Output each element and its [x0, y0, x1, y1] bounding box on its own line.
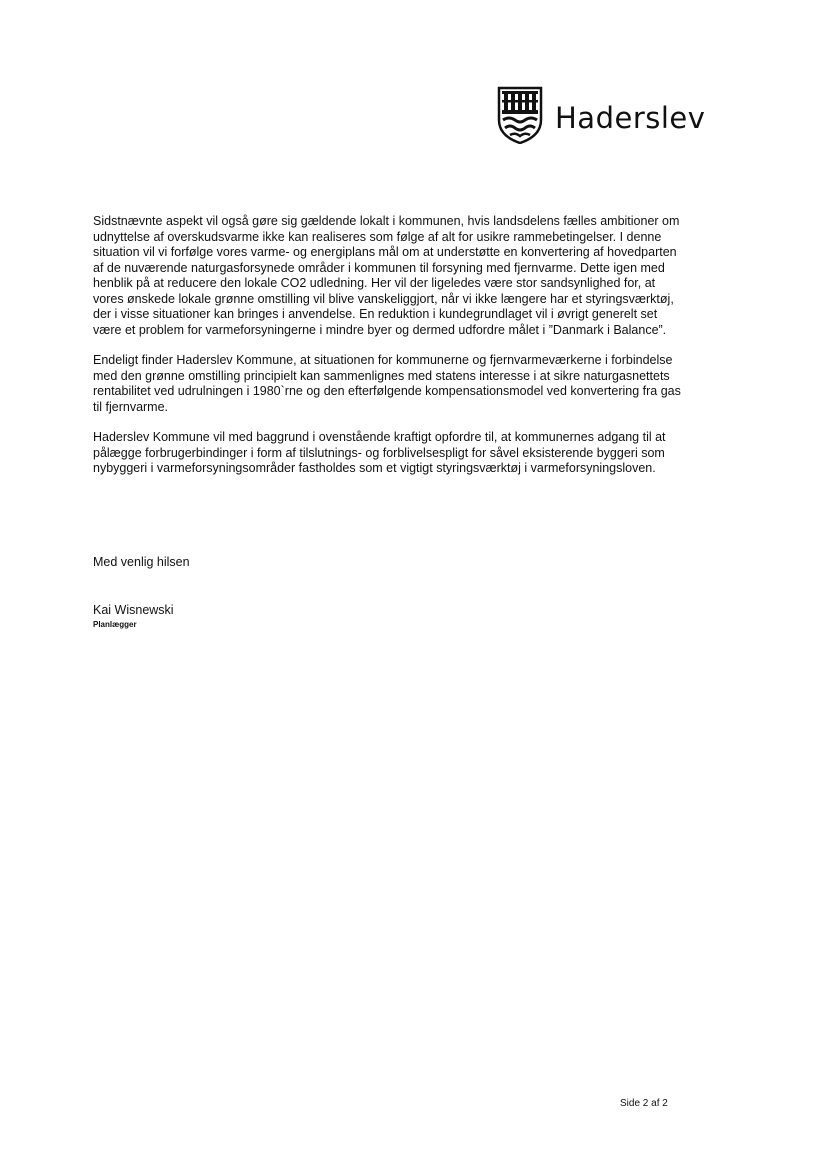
signer-name: Kai Wisnewski [93, 603, 174, 617]
signer-title: Planlægger [93, 620, 137, 629]
municipality-name: Haderslev [555, 100, 706, 135]
body-paragraph: Endeligt finder Haderslev Kommune, at situationen for kommunerne og fjernvarmeværkerne i forbindelse med den grønne omstilling principielt kan sammenlignes med statens interesse i at sikre naturgasnettets rentabilitet ved udrulningen i 1980`rne og den efterfølgende kompensationsmodel ved konvertering fra gas til fjernvarme. [93, 353, 681, 414]
body-paragraph: Haderslev Kommune vil med baggrund i ovenstående kraftigt opfordre til, at kommunernes adgang til at pålægge forbrugerbindinger i form af tilslutnings- og forblivelsespligt for såvel eksisterende byggeri som nybyggeri i varmeforsyningsområder fastholdes som et vigtigt styringsværktøj i varmeforsyningsloven. [93, 430, 666, 475]
letter-body [93, 214, 683, 492]
closing-greeting: Med venlig hilsen [93, 555, 190, 569]
haderslev-coat-of-arms-icon [497, 86, 543, 149]
body-paragraph: Sidstnævnte aspekt vil også gøre sig gældende lokalt i kommunen, hvis landsdelens fælles ambitioner om udnyttelse af overskudsvarme ikke kan realiseres som følge af alt for usikre rammebetingelser. I denne situation vil vi forfølge vores varme- og energiplans mål om at understøtte en konvertering af hovedparten af de nuværende naturgasforsynede områder i kommunen til forsyning med fjernvarme. Dette igen med henblik på at reducere den lokale CO2 udledning. Her vil der ligeledes være stor sandsynlighed for, at vores ønskede lokale grønne omstilling vil blive vanskeliggjort, når vi ikke længere har et styringsværktøj, der i visse situationer kan bringes i anvendelse. En reduktion i kundegrundlaget vil i øvrigt generelt set være et problem for varmeforsyningerne i mindre byer og dermed udfordre målet i ”Danmark i Balance”. [93, 214, 680, 337]
page-number: Side 2 af 2 [620, 1098, 668, 1109]
municipality-logo [497, 86, 705, 149]
